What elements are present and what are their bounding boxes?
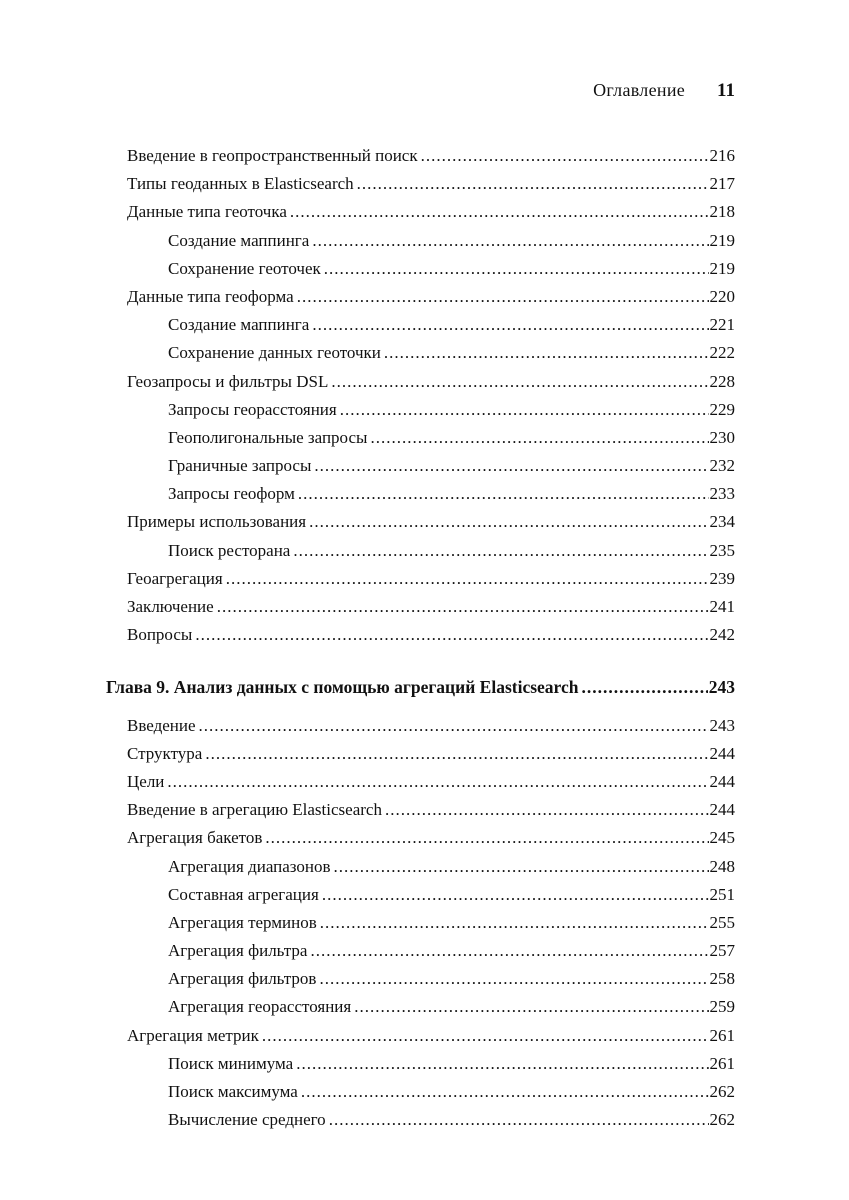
toc-leader-dots	[370, 428, 708, 448]
toc-leader-dots	[582, 677, 708, 698]
toc-entry-page: 245	[709, 828, 735, 848]
toc-entry	[106, 913, 735, 941]
toc-leader-dots	[334, 857, 709, 877]
toc-entry	[106, 625, 735, 653]
toc-entry-page: 217	[709, 174, 735, 194]
toc-entry-label: Запросы геоформ	[168, 484, 295, 504]
toc-entry	[106, 541, 735, 569]
toc-entry	[106, 259, 735, 287]
toc-entry-page: 218	[709, 202, 735, 222]
toc-entry-page: 258	[709, 969, 735, 989]
toc-entry-label: Граничные запросы	[168, 456, 312, 476]
toc-leader-dots	[309, 512, 708, 532]
toc-entry	[106, 1054, 735, 1082]
toc-entry-label: Геополигональные запросы	[168, 427, 368, 447]
toc-entry-page: 248	[709, 856, 735, 876]
toc-leader-dots	[310, 941, 708, 961]
toc-leader-dots	[167, 772, 708, 792]
toc-entry	[106, 597, 735, 625]
toc-entry	[106, 400, 735, 428]
toc-entry-label: Агрегация диапазонов	[168, 856, 331, 876]
toc-leader-dots	[297, 287, 709, 307]
toc-entry-label: Введение в геопространственный поиск	[127, 146, 418, 165]
toc-entry	[106, 569, 735, 597]
running-header	[106, 0, 735, 102]
toc-entry-label: Типы геоданных в Elasticsearch	[127, 174, 354, 194]
toc-leader-dots	[314, 456, 708, 476]
toc-entry	[106, 484, 735, 512]
chapter-header-title: Оглавление	[593, 80, 686, 100]
toc-entry-label: Составная агрегация	[168, 884, 319, 904]
toc-entry-label: Глава 9. Анализ данных с помощью агрегаций Elasticsearch	[106, 677, 579, 698]
toc-entry	[106, 1082, 735, 1110]
toc-entry	[106, 315, 735, 343]
toc-entry-page: 219	[709, 230, 735, 250]
toc-entry-label: Создание маппинга	[168, 230, 310, 250]
toc-entry	[106, 1026, 735, 1054]
toc-leader-dots	[385, 800, 709, 820]
toc-leader-dots	[265, 828, 708, 848]
toc-entry-label: Примеры использования	[127, 512, 307, 532]
toc-entry-label: Введение	[127, 715, 196, 735]
toc-leader-dots	[195, 625, 708, 645]
toc-entry	[106, 428, 735, 456]
toc-entry-page: 219	[709, 258, 735, 278]
toc-leader-dots	[357, 174, 709, 194]
toc-entry-label: Заключение	[127, 597, 214, 616]
toc-entry-label: Агрегация георасстояния	[168, 997, 352, 1017]
toc-entry	[106, 1110, 735, 1138]
toc-leader-dots	[340, 400, 709, 420]
toc-leader-dots	[354, 997, 708, 1017]
toc-leader-dots	[331, 372, 708, 392]
toc-entry	[106, 174, 735, 202]
toc-entry-label: Структура	[127, 743, 203, 763]
toc-entry-page: 235	[709, 540, 735, 560]
toc-entry	[106, 231, 735, 259]
toc-entry-label: Поиск минимума	[168, 1053, 294, 1073]
toc-entry	[106, 456, 735, 484]
toc-entry	[106, 857, 735, 885]
toc-entry-label: Сохранение данных геоточки	[168, 343, 381, 363]
toc-entry	[106, 800, 735, 828]
toc-entry-page: 220	[709, 286, 735, 306]
toc-entry-label: Геозапросы и фильтры DSL	[127, 371, 329, 391]
toc-leader-dots	[329, 1110, 709, 1130]
toc-entry	[106, 997, 735, 1025]
toc-leader-dots	[320, 913, 709, 933]
toc-entry-page: 257	[709, 941, 735, 961]
toc-leader-dots	[262, 1026, 709, 1046]
toc-entry-label: Поиск максимума	[168, 1082, 298, 1101]
toc-entry	[106, 372, 735, 400]
toc-entry-page: 262	[709, 1110, 735, 1130]
toc-entry-page: 232	[709, 456, 735, 476]
toc-entry-page: 243	[708, 677, 735, 698]
toc-leader-dots	[384, 343, 709, 363]
toc-leader-dots	[226, 569, 709, 589]
toc-entry-page: 228	[709, 371, 735, 391]
toc-entry-label: Запросы георасстояния	[168, 399, 337, 419]
toc-entry-label: Сохранение геоточек	[168, 258, 321, 278]
toc-entry-label: Цели	[127, 771, 165, 791]
toc-leader-dots	[298, 484, 709, 504]
toc-entry-page: 244	[709, 771, 735, 791]
toc-leader-dots	[312, 315, 708, 335]
toc-entry-label: Данные типа геоформа	[127, 286, 294, 306]
toc-entry	[106, 885, 735, 913]
toc-entry-page: 239	[709, 568, 735, 588]
toc-entry-page: 234	[709, 512, 735, 532]
toc-entry-page: 221	[709, 315, 735, 335]
toc-entry	[106, 744, 735, 772]
toc-entry-label: Агрегация бакетов	[127, 828, 263, 848]
toc-entry-label: Агрегация терминов	[168, 912, 317, 932]
toc-entry	[106, 287, 735, 315]
toc-entry	[106, 969, 735, 997]
toc-entry-label: Геоагрегация	[127, 568, 223, 588]
toc-entry-page: 259	[709, 997, 735, 1017]
toc-leader-dots	[301, 1082, 709, 1102]
toc-leader-dots	[322, 885, 709, 905]
toc-leader-dots	[290, 202, 709, 222]
toc-entry-page: 255	[709, 912, 735, 932]
toc-entry-page: 241	[709, 597, 735, 616]
toc-leader-dots	[199, 716, 709, 736]
toc-entry-label: Агрегация метрик	[127, 1025, 259, 1045]
toc-entry	[106, 343, 735, 371]
toc-entry-page: 244	[709, 800, 735, 820]
toc-leader-dots	[421, 146, 709, 166]
toc-entry-page: 233	[709, 484, 735, 504]
toc-entry-page: 222	[709, 343, 735, 363]
toc-leader-dots	[312, 231, 708, 251]
toc-entry-label: Данные типа геоточка	[127, 202, 287, 222]
toc-entry	[106, 146, 735, 174]
toc-leader-dots	[296, 1054, 708, 1074]
toc-entry-label: Агрегация фильтра	[168, 941, 308, 961]
toc-entry-page: 244	[709, 743, 735, 763]
toc-entry-page: 243	[709, 715, 735, 735]
toc-entry-page: 262	[709, 1082, 735, 1101]
toc-entry	[106, 772, 735, 800]
toc-chapter-entry	[106, 677, 735, 705]
toc-entry-page: 216	[709, 146, 735, 165]
toc-entry	[106, 828, 735, 856]
toc-leader-dots	[217, 597, 709, 617]
toc-entry	[106, 202, 735, 230]
toc-entry-label: Создание маппинга	[168, 315, 310, 335]
toc-entry-label: Поиск ресторана	[168, 540, 291, 560]
toc-entry-page: 251	[709, 884, 735, 904]
toc-entry-page: 230	[709, 427, 735, 447]
toc-entry-label: Введение в агрегацию Elasticsearch	[127, 800, 382, 820]
header-page-number: 11	[717, 80, 735, 101]
toc-leader-dots	[324, 259, 709, 279]
toc-entry	[106, 512, 735, 540]
toc-entry-page: 242	[709, 625, 735, 645]
toc-entry-label: Вопросы	[127, 625, 193, 645]
toc-entry-label: Вычисление среднего	[168, 1110, 326, 1130]
toc-entry	[106, 941, 735, 969]
toc-leader-dots	[319, 969, 708, 989]
toc-entry-page: 261	[709, 1053, 735, 1073]
toc-entry-page: 261	[709, 1025, 735, 1045]
toc-entry-label: Агрегация фильтров	[168, 969, 317, 989]
toc-entry-page: 229	[709, 399, 735, 419]
toc-entry	[106, 716, 735, 744]
toc-leader-dots	[293, 541, 708, 561]
toc-list	[106, 146, 735, 1138]
toc-leader-dots	[205, 744, 708, 764]
